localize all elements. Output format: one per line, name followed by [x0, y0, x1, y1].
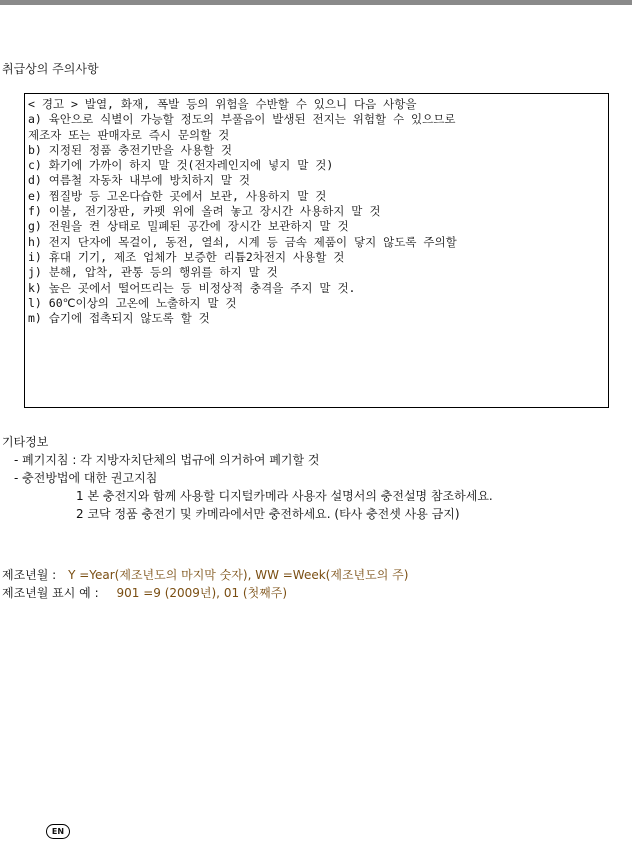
handling-title: 취급상의 주의사항	[2, 62, 99, 76]
warning-line: e) 찜질방 등 고온다습한 곳에서 보관, 사용하지 말 것	[28, 188, 327, 203]
warning-line: h) 전지 단자에 목걸이, 동전, 열쇠, 시계 등 금속 제품이 닿지 않도록 주의할	[28, 234, 457, 249]
manufacture-date-label: 제조년월 :	[2, 568, 57, 582]
other-info	[2, 433, 493, 523]
charging-guideline: - 충전방법에 대한 권고지침	[14, 471, 158, 485]
warning-line: l) 60℃이상의 고온에 노출하지 말 것	[28, 295, 237, 310]
charging-item: 2 코닥 정품 충전기 및 카메라에서만 충전하세요. (타사 충전셋 사용 금지)	[76, 507, 460, 521]
warning-line: c) 화기에 가까이 하지 말 것(전자레인지에 넣지 말 것)	[28, 158, 334, 173]
warning-line: b) 지정된 정품 충전기만을 사용할 것	[28, 142, 232, 157]
warning-line: i) 휴대 기기, 제조 업체가 보증한 리튬2차전지 사용할 것	[28, 249, 345, 264]
warning-line: f) 이불, 전기장판, 카펫 위에 올려 놓고 장시간 사용하지 말 것	[28, 204, 381, 219]
warning-box	[24, 93, 609, 408]
manufacture-example-label: 제조년월 표시 예 :	[2, 586, 99, 600]
language-badge: EN	[46, 824, 70, 839]
warning-line: k) 높은 곳에서 떨어뜨리는 등 비정상적 충격을 주지 말 것.	[28, 280, 356, 295]
manufacture-date-value: Y =Year(제조년도의 마지막 숫자), WW =Week(제조년도의 주)	[68, 568, 409, 582]
warning-line: < 경고 > 발열, 화재, 폭발 등의 위험을 수반할 수 있으니 다음 사항을	[28, 97, 417, 111]
other-title: 기타정보	[2, 435, 49, 449]
disposal-guideline: - 폐기지침 : 각 지방자치단체의 법규에 의거하여 폐기할 것	[14, 453, 320, 467]
manufacture-example-value: 901 =9 (2009년), 01 (첫째주)	[116, 586, 288, 600]
warning-line: g) 전원을 켠 상태로 밀폐된 공간에 장시간 보관하지 말 것	[28, 219, 349, 234]
warning-line: m) 습기에 접촉되지 않도록 할 것	[28, 311, 210, 326]
warning-line: d) 여름철 자동차 내부에 방치하지 말 것	[28, 173, 251, 188]
warning-line: a) 육안으로 식별이 가능할 정도의 부풀음이 발생된 전지는 위험할 수 있으므로	[28, 112, 456, 127]
manufacture-example-line	[2, 584, 287, 601]
top-rule	[0, 0, 632, 5]
warning-line: j) 분해, 압착, 관통 등의 행위를 하지 말 것	[28, 265, 278, 280]
manufacture-date-line	[2, 566, 408, 583]
warning-line: 제조자 또는 판매자로 즉시 문의할 것	[28, 127, 230, 142]
charging-item: 1 본 충전지와 함께 사용할 디지털카메라 사용자 설명서의 충전설명 참조하세요.	[76, 489, 493, 503]
